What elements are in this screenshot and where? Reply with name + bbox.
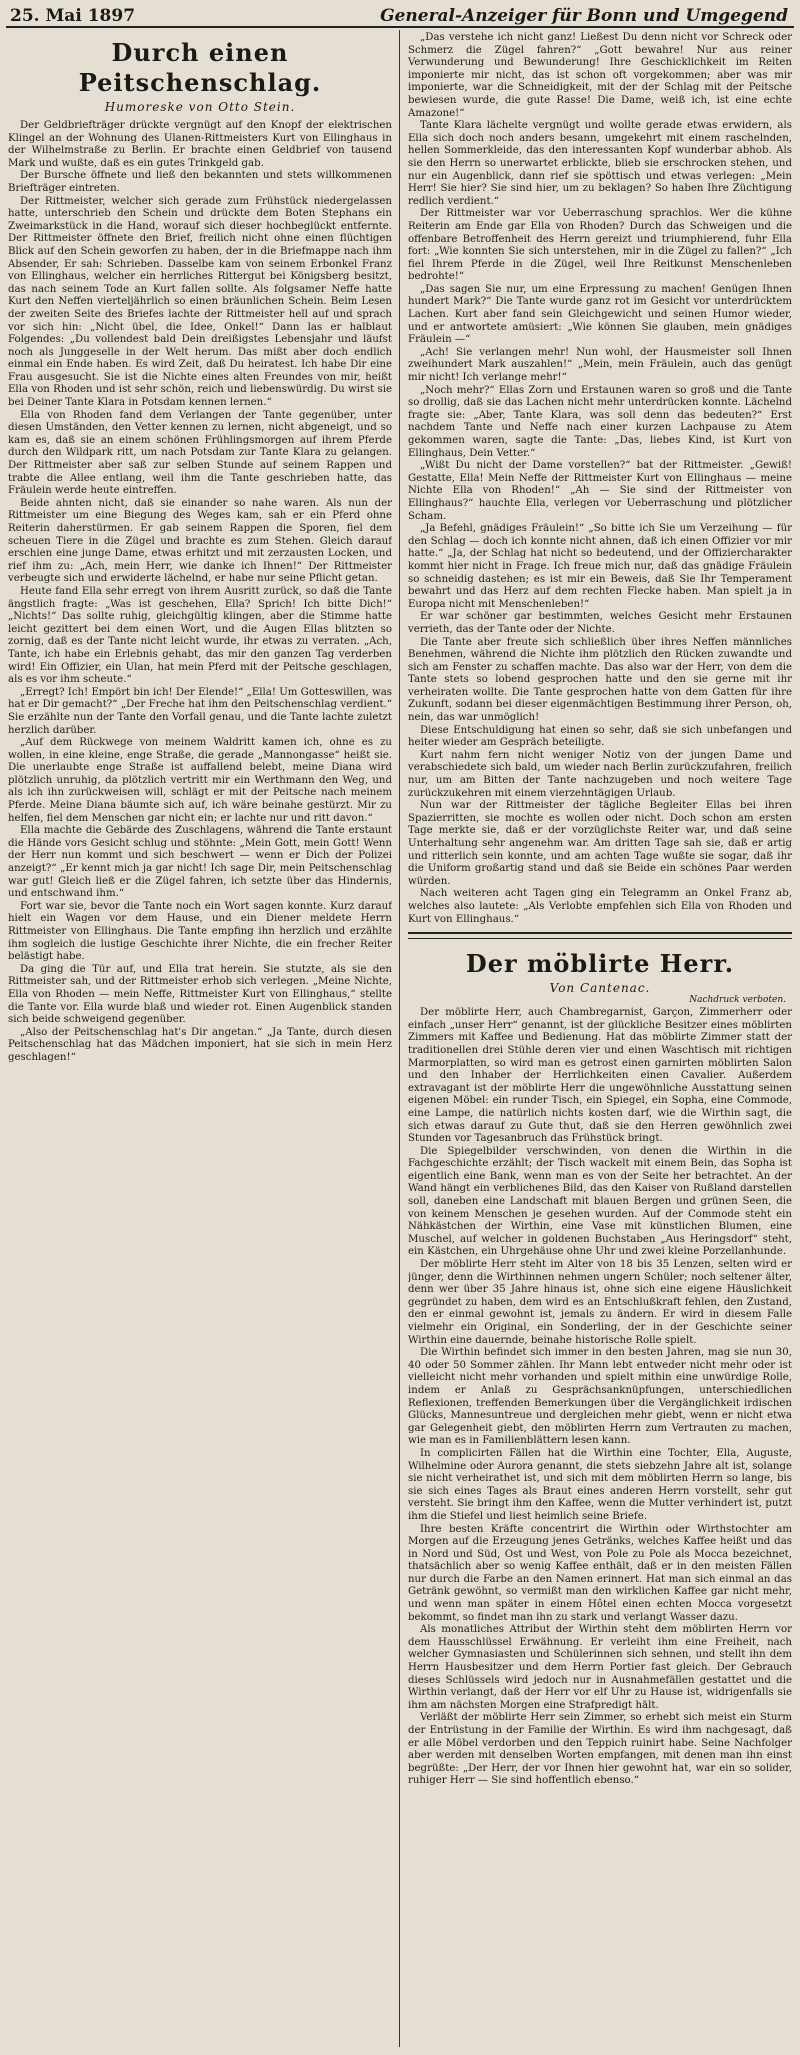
paragraph: Nun war der Rittmeister der tägliche Begleiter Ellas bei ihren Spazierritten, sie mochte es wollen oder nicht. Doch schon am ersten Tage merkte sie, daß er der vorzüglichste Reiter war, und daß seine Unterhaltung sehr angenehm war. Am dritten Tage sah sie, daß er artig und ritterlich sein konnte, und am achten Tage wußte sie sogar, daß ihr die Uniform großartig stand und daß sie Beide ein schönes Paar werden würden. (408, 800, 792, 887)
paragraph: Der Rittmeister, welcher sich gerade zum Frühstück niedergelassen hatte, unterschrieb den Schein und drückte dem Boten Stephans ein Zweimarkstück in die Hand, worauf sich dieser hochbeglückt entfernte. Der Rittmeister öffnete den Brief, freilich nicht ohne einen flüchtigen Blick auf den Schein geworfen zu haben, der in die Briefmappe nach ihm Absender, Er sah: Schrieben. Dasselbe kam von seinem Erbonkel Franz von Ellinghaus, welcher ein herrliches Rittergut bei Königsberg besitzt, das nach seinem Tode an Kurt fallen sollte. Als folgsamer Neffe hatte Kurt den Neffen vierteljährlich so einen bräunlichen Schein. Beim Lesen der zweiten Seite des Briefes lachte der Rittmeister hell auf und sprach vor sich hin: „Nicht übel, die Idee, Onkel!“ Dann las er halblaut Folgendes: „Du vollendest bald Dein dreißigstes Lebensjahr und läufst noch als Junggeselle in der Welt herum. Das mißt aber doch endlich einmal ein Ende haben. Es wird Zeit, daß Du heiratest. Ich habe Dir eine Frau ausgesucht. Sie ist die Nichte eines alten Freundes von mir, heißt Ella von Rhoden und ist sehr schön, reich und liebenswürdig. Du wirst sie bei Deiner Tante Klara in Potsdam kennen lernen.“ (8, 195, 392, 409)
paragraph: Nach weiteren acht Tagen ging ein Telegramm an Onkel Franz ab, welches also lautete: „Als Verlobte empfehlen sich Ella von Rhoden und Kurt von Ellinghaus.“ (408, 888, 792, 925)
story-byline: Von Cantenac. (549, 981, 651, 996)
paragraph: „Das sagen Sie nur, um eine Erpressung zu machen! Genügen Ihnen hundert Mark?“ Die Tante wurde ganz rot im Gesicht vor unterdrücktem Lachen. Kurt aber fand sein Gleichgewicht und seinen Humor wieder, und er antwortete amüsiert: „Wie können Sie glauben, mein gnädiges Fräulein —“ (408, 283, 792, 346)
section-separator (408, 932, 792, 934)
paragraph: Fort war sie, bevor die Tante noch ein Wort sagen konnte. Kurz darauf hielt ein Wagen vor dem Hause, und ein Diener meldete Herrn Rittmeister von Ellinghaus. Die Tante empfing ihn herzlich und erzählte ihm sogleich die lustige Geschichte ihrer Nichte, die ein frecher Reiter belästigt habe. (8, 900, 392, 963)
story-title: Der möblirte Herr. (465, 949, 735, 979)
story-body (8, 120, 392, 1065)
paragraph: Der Geldbriefträger drückte vergnügt auf den Knopf der elektrischen Klingel an der Wohnung des Ulanen-Rittmeisters Kurt von Ellinghaus in der Wilhelmstraße zu Berlin. Er brachte einen Geldbrief von tausend Mark und wußte, daß es ein gutes Trinkgeld gab. (8, 120, 392, 169)
paragraph: Die Tante aber freute sich schließlich über ihres Neffen männliches Benehmen, während die Nichte ihm plötzlich den Rücken zuwandte und sich am Fenster zu schaffen machte. Das also war der Herr, von dem die Tante stets so lobend gesprochen hatte und den sie gerne mit ihr verheiraten wollte. Die Tante gesprochen hatte von dem Gatten für ihre Zukunft, sodann bei dieser eigenmächtigen Bestimmung ihrer Person, oh, nein, das war unmöglich! (408, 636, 792, 724)
paragraph: Kurt nahm fern nicht weniger Notiz von der jungen Dame und verabschiedete sich bald, um wieder nach Berlin zurückzufahren, freilich nur, um am Bitten der Tante nachzugeben und noch weitere Tage zurückzukehren mit einem vierzehntägigen Urlaub. (408, 749, 792, 799)
paragraph: „Ja Befehl, gnädiges Fräulein!“ „So bitte ich Sie um Verzeihung — für den Schlag — doch ich konnte nicht ahnen, daß ich einen Offizier vor mir hatte.“ „Ja, der Schlag hat nicht so bedeutend, und der Offiziercharakter kommt hier nicht in Frage. Ich freue mich nur, daß das gnädige Fräulein so schneidig dastehen; es ist mir ein Beweis, daß Sie Ihr Temperament bewahrt und das Herz auf dem rechten Flecke haben. Man spielt ja in Europa nicht mit Menschenleben!“ (408, 523, 792, 610)
story-continuation (408, 32, 792, 926)
paragraph: „Wißt Du nicht der Dame vorstellen?“ bat der Rittmeister. „Gewiß! Gestatte, Ella! Mein Neffe der Rittmeister Kurt von Ellinghaus — meine Nichte Ella von Rhoden!“ „Ah — Sie sind der Rittmeister von Ellinghaus?“ hauchte Ella, verlegen vor Ueberraschung und plötzlicher Scham. (408, 460, 792, 522)
paragraph: Der möblirte Herr steht im Alter von 18 bis 35 Lenzen, selten wird er jünger, denn die Wirthinnen nehmen ungern Schüler; noch seltener älter, denn wer über 35 Jahre hinaus ist, ohne sich eine eigene Häuslichkeit gegründet zu haben, dem wird es an Entschlußkraft fehlen, den Zustand, den er einmal gewohnt ist, jemals zu ändern. Er wird in diesem Falle vielmehr ein Original, ein Sonderling, der in der Geschichte seiner Wirthin eine dauernde, beinahe historische Rolle spielt. (408, 1259, 792, 1346)
paragraph: Der möblirte Herr, auch Chambregarnist, Garçon, Zimmerherr oder einfach „unser Herr“ genannt, ist der glückliche Besitzer eines möblirten Zimmers mit Kaffee und Bedienung. Hat das möblirte Zimmer statt der traditionellen drei Stühle deren vier und einen Waschtisch mit richtigen Marmorplatten, so wird man es getrost einen garnirten möblirten Salon und den Inhaber der Herrlichkeiten einen Cavalier. Außerdem extravagant ist der möblirte Herr die ungewöhnliche Ausstattung seinen eigenen Möbel: ein runder Tisch, ein Spiegel, ein Sopha, eine Commode, eine Lampe, die natürlich nichts kosten darf, wie die Wirthin sagt, die sich etwas darauf zu Gute thut, daß sie den Herren gewöhnlich zwei Stunden vor Tagesanbruch das Frühstück bringt. (408, 1007, 792, 1145)
paragraph: Diese Entschuldigung hat einen so sehr, daß sie sich unbefangen und heiter wieder am Gespräch beteiligte. (408, 724, 792, 749)
paragraph: Ihre besten Kräfte concentrirt die Wirthin oder Wirthstochter am Morgen auf die Erzeugung jenes Getränks, welches Kaffee heißt und das in Nord und Süd, Ost und West, von Pole zu Pole als Mocca bezeichnet, thatsächlich aber so wenig Kaffee enthält, daß er in den meisten Fällen nur durch die Farbe an den Namen erinnert. Hat man sich einmal an das Getränk gewöhnt, so vermißt man den wirklichen Kaffee gar nicht mehr, und wenn man später in einem Hôtel einen echten Mocca vorgesetzt bekommt, so findet man ihn zu stark und verlangt Wasser dazu. (408, 1523, 792, 1623)
newspaper-name: General-Anzeiger für Bonn und Umgegend (380, 6, 788, 26)
paragraph: Beide ahnten nicht, daß sie einander so nahe waren. Als nun der Rittmeister um eine Biegung des Weges kam, sah er ein Pferd ohne Reiterin daherstürmen. Er gab seinem Rappen die Sporen, fiel dem scheuen Tiere in die Zügel und brachte es zum Stehen. Gleich darauf erschien eine junge Dame, etwas erhitzt und mit zerzausten Locken, und rief ihm zu: „Ach, mein Herr, wie danke ich Ihnen!“ Der Rittmeister verbeugte sich und erwiderte lächelnd, er habe nur seine Pflicht getan. (8, 497, 392, 585)
paragraph: Ella von Rhoden fand dem Verlangen der Tante gegenüber, unter diesen Umständen, den Vetter kennen zu lernen, nicht abgeneigt, und so kam es, daß sie an einem schönen Frühlingsmorgen auf ihrem Pferde durch den Wildpark ritt, um nach Potsdam zur Tante Klara zu gelangen. Der Rittmeister aber saß zur selben Stunde auf seinem Rappen und trabte die Allee entlang, weil ihm die Tante geschrieben hatte, das Fräulein werde heute eintreffen. (8, 409, 392, 497)
paragraph: „Auf dem Rückwege von meinem Waldritt kamen ich, ohne es zu wollen, in eine kleine, enge Straße, die gerade „Mannongasse“ heißt sie. Die unerlaubte enge Straße ist auffallend belebt, meine Diana wird plötzlich unruhig, da plötzlich vertritt mir ein Werthmann den Weg, und als ich ihn zurückweisen will, schlägt er mit der Peitsche nach meinem Pferde. Meine Diana bäumte sich auf, ich wäre beinahe gestürzt. Mir zu helfen, fiel dem Menschen gar nicht ein; er lachte nur und ritt davon.“ (8, 737, 392, 824)
paragraph: „Also der Peitschenschlag hat's Dir angetan.“ „Ja Tante, durch diesen Peitschenschlag hat das Mädchen imponiert, hat sie sich in mein Herz geschlagen!“ (8, 1026, 392, 1063)
paragraph: Tante Klara lächelte vergnügt und wollte gerade etwas erwidern, als Ella sich doch noch anders besann, umgekehrt mit einem raschelnden, hellen Sommerkleide, das den interessanten Kopf wunderbar abhob. Als sie den Herrn so unerwartet erblickte, blieb sie erschrocken stehen, und nur ein Augenblick, dann rief sie spöttisch und etwas verlegen: „Mein Herr! Sie hier? Sie sind hier, um zu beklagen? So haben Ihre Züchtigung redlich verdient.“ (408, 120, 792, 207)
reprint-note: Nachdruck verboten. (689, 995, 786, 1006)
paragraph: „Erregt? Ich! Empört bin ich! Der Elende!“ „Ella! Um Gotteswillen, was hat er Dir gemacht?“ „Der Freche hat ihm den Peitschenschlag verdient.“ Sie erzählte nun der Tante den Vorfall genau, und die Tante lachte zuletzt herzlich darüber. (8, 686, 392, 736)
paragraph: Als monatliches Attribut der Wirthin steht dem möblirten Herrn vor dem Hausschlüssel Erwähnung. Er verleiht ihm eine Freiheit, nach welcher Gymnasiasten und Schülerinnen sich sehnen, und stellt ihn dem Herrn Hausbesitzer und dem Herrn Portier fast gleich. Der Gebrauch dieses Schlüssels wird jedoch nur in Ausnahmefällen gestattet und die Wirthin verlangt, daß der Herr vor elf Uhr zu Hause ist, widrigenfalls sie ihm am nächsten Morgen eine Strafpredigt hält. (408, 1624, 792, 1711)
story-byline: Humoreske von Otto Stein. (104, 100, 296, 114)
paragraph: Der Bursche öffnete und ließ den bekannten und stets willkommenen Briefträger eintreten. (8, 170, 392, 194)
story-title: Durch einen Peitschenschlag. (78, 38, 322, 97)
section-separator-thin (408, 938, 792, 939)
story-body (408, 1007, 792, 1788)
paragraph: „Das verstehe ich nicht ganz! Ließest Du denn nicht vor Schreck oder Schmerz die Zügel fahren?“ „Gott bewahre! Nur aus reiner Verwunderung und Bewunderung! Ihre Geschicklichkeit im Reiten imponierte mir nicht, das ist schon oft vorgekommen; aber was mir imponierte, war die Schneidigkeit, mit der der Schlag mit der Peitsche bewiesen wurde, die gute Rasse! Die Dame, weiß ich, ist eine echte Amazone!“ (408, 32, 792, 119)
paragraph: In complicirten Fällen hat die Wirthin eine Tochter, Ella, Auguste, Wilhelmine oder Aurora genannt, die stets siebzehn Jahre alt ist, solange sie nicht verheirathet ist, und sich mit dem möblirten Herrn so lange, bis sie sich eines Tages als Braut eines anderen Herrn vorstellt, sehr gut versteht. Sie bringt ihm den Kaffee, wenn die Mutter verhindert ist, putzt ihm die Stiefel und liest heimlich seine Briefe. (408, 1447, 792, 1522)
masthead (6, 4, 794, 28)
paragraph: Da ging die Tür auf, und Ella trat herein. Sie stutzte, als sie den Rittmeister sah, und der Rittmeister erhob sich verlegen. „Meine Nichte, Ella von Rhoden — mein Neffe, Rittmeister Kurt von Ellinghaus,“ stellte die Tante vor. Ella wurde blaß und wieder rot. Einen Augenblick standen sich beide schweigend gegenüber. (8, 963, 392, 1026)
paragraph: Die Spiegelbilder verschwinden, von denen die Wirthin in die Fachgeschichte erzählt; der Tisch wackelt mit einem Bein, das Sopha ist eigentlich eine Bank, wenn man es von der Seite her betrachtet. An der Wand hängt ein verblichenes Bild, das den Kaiser von Rußland darstellen soll, daneben eine Landschaft mit blauen Bergen und grünen Seen, die von keinem Menschen je gesehen wurden. Auf der Commode steht ein Nähkästchen der Wirthin, eine Vase mit künstlichen Blumen, eine Muschel, auf welcher in goldenen Buchstaben „Aus Heringsdorf“ steht, ein Kästchen, ein Uhrgehäuse ohne Uhr und zwei kleine Porzellanhunde. (408, 1145, 792, 1258)
paragraph: Heute fand Ella sehr erregt von ihrem Ausritt zurück, so daß die Tante ängstlich fragte: „Was ist geschehen, Ella? Sprich! Ich bitte Dich!“ „Nichts!“ Das sollte ruhig, gleichgültig klingen, aber die Stimme hatte leicht gezittert bei dem einen Wort, und die Augen Ellas blitzten so zornig, daß es der Tante nicht leicht wurde, ihr etwas zu verraten. „Ach, Tante, ich habe ein Erlebnis gehabt, das mir den ganzen Tag verderben wird! Ein Offizier, ein Ulan, hat mein Pferd mit der Peitsche geschlagen, als es vor ihm scheute.“ (8, 585, 392, 686)
issue-date: 25. Mai 1897 (10, 6, 136, 26)
right-column (408, 32, 792, 2047)
paragraph: „Noch mehr?“ Ellas Zorn und Erstaunen waren so groß und die Tante so drollig, daß sie das Lachen nicht mehr unterdrücken konnte. Lächelnd fragte sie: „Aber, Tante Klara, was soll denn das bedeuten?“ Erst nachdem Tante und Neffe nach einer kurzen Lachpause zu Atem gekommen waren, sagte die Tante: „Das, liebes Kind, ist Kurt von Ellinghaus, Dein Vetter.“ (408, 384, 792, 459)
paragraph: Die Wirthin befindet sich immer in den besten Jahren, mag sie nun 30, 40 oder 50 Sommer zählen. Ihr Mann lebt entweder nicht mehr oder ist vielleicht nicht mehr vorhanden und spielt mithin eine unwürdige Rolle, indem er Anlaß zu Gesprächsanknüpfungen, unterschiedlichen Reflexionen, treffenden Bemerkungen über die Vergänglichkeit irdischen Glücks, Mannesuntreue und dergleichen mehr giebt, wenn er nicht etwa gar Gelegenheit giebt, den möblirten Herrn zum Vertrauten zu machen, wie man es in Familienblättern lesen kann. (408, 1347, 792, 1447)
column-divider (399, 30, 400, 2047)
paragraph: „Ach! Sie verlangen mehr! Nun wohl, der Hausmeister soll Ihnen zweihundert Mark auszahlen!“ „Mein, mein Fräulein, auch das genügt mir nicht! Ich verlange mehr!“ (408, 346, 792, 384)
paragraph: Er war schöner gar bestimmten, welches Gesicht mehr Erstaunen verrieth, das der Tante oder der Nichte. (408, 611, 792, 635)
paragraph: Verläßt der möblirte Herr sein Zimmer, so erhebt sich meist ein Sturm der Entrüstung in der Familie der Wirthin. Es wird ihm nachgesagt, daß er alle Möbel verdorben und den Teppich ruinirt habe. Seine Nachfolger aber werden mit denselben Worten empfangen, mit denen man ihn einst begrüßte: „Der Herr, der vor Ihnen hier gewohnt hat, war ein so solider, ruhiger Herr — Sie sind hoffentlich ebenso.“ (408, 1712, 792, 1787)
left-column (8, 32, 392, 2047)
paragraph: Ella machte die Gebärde des Zuschlagens, während die Tante erstaunt die Hände vors Gesicht schlug und stöhnte: „Mein Gott, mein Gott! Wenn der Herr nun kommt und sich beschwert — wenn er Dich der Polizei anzeigt?“ „Er kennt mich ja gar nicht! Ich sage Dir, mein Peitschenschlag war gut! Gleich ließ er die Zügel fahren, ich setzte über das Hindernis, und entschwand ihm.“ (8, 825, 392, 900)
paragraph: Der Rittmeister war vor Ueberraschung sprachlos. Wer die kühne Reiterin am Ende gar Ella von Rhoden? Durch das Schweigen und die offenbare Betroffenheit des Herrn gereizt und triumphierend, fuhr Ella fort: „Wie konnten Sie sich unterstehen, mir in die Zügel zu fallen?“ „Ich fiel Ihrem Pferde in die Zügel, weil Ihre Reitkunst Menschenleben bedrohte!“ (408, 208, 792, 283)
